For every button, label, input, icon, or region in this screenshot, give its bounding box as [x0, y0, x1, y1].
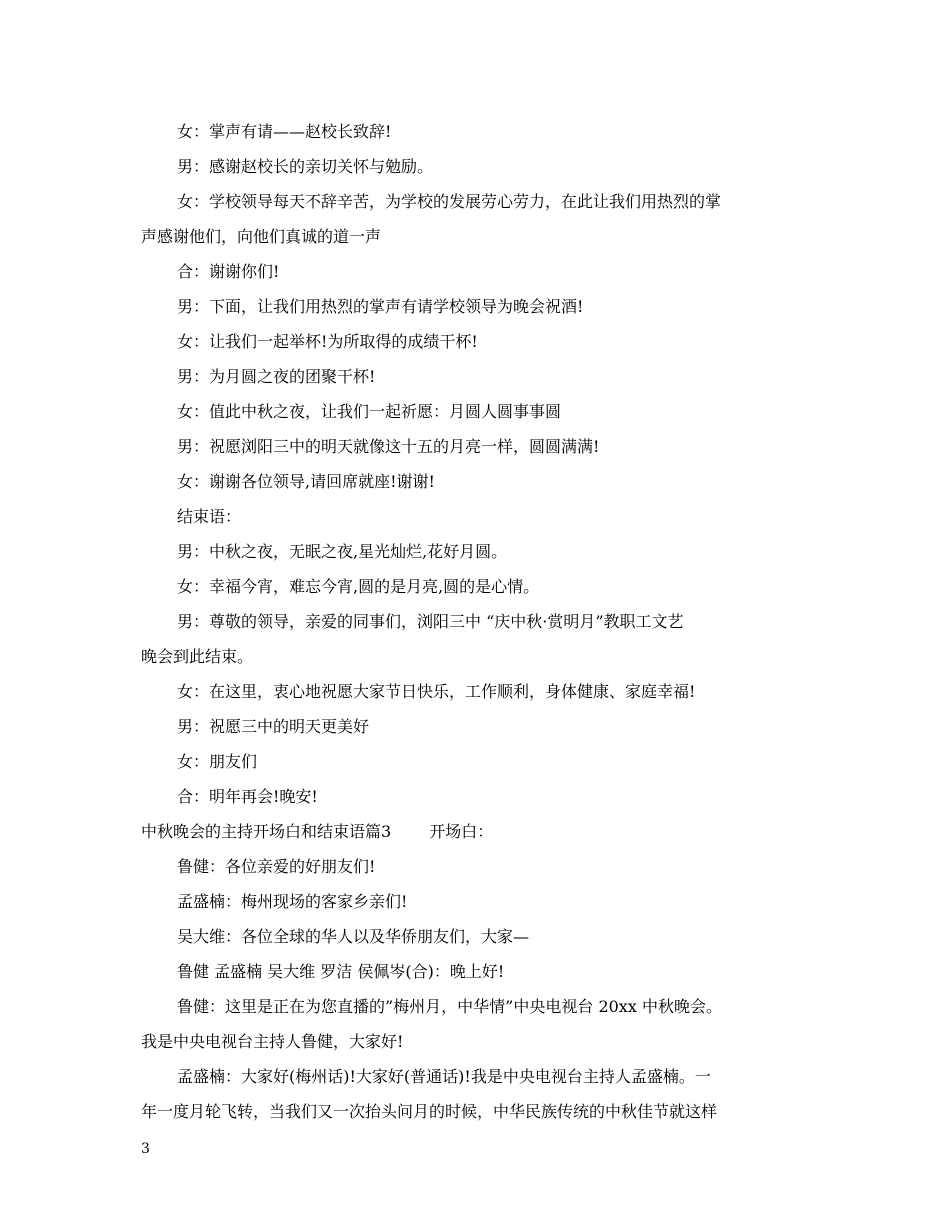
text-line: 女：朋友们 [177, 752, 258, 771]
text-line: 男：中秋之夜，无眠之夜,星光灿烂,花好月圆。 [177, 542, 508, 561]
text-line: 男：下面，让我们用热烈的掌声有请学校领导为晚会祝酒! [177, 297, 584, 316]
text-line: 女：让我们一起举杯!为所取得的成绩干杯! [177, 332, 478, 351]
script-lines-part-2 [141, 849, 821, 1129]
text-line: 鲁健 孟盛楠 吴大维 罗洁 侯佩岑(合)：晚上好! [177, 962, 505, 981]
text-line: 鲁健：各位亲爱的好朋友们! [177, 857, 376, 876]
section-title: 中秋晚会的主持开场白和结束语篇3 [141, 822, 392, 841]
text-line: 男：感谢赵校长的亲切关怀与勉励。 [177, 157, 434, 176]
text-line: 年一度月轮飞转，当我们又一次抬头问月的时候，中华民族传统的中秋佳节就这样 [141, 1102, 718, 1121]
script-lines-part-1 [141, 114, 821, 814]
text-line: 声感谢他们，向他们真诚的道一声 [141, 227, 382, 246]
text-line: 孟盛楠：大家好(梅州话)!大家好(普通话)!我是中央电视台主持人孟盛楠。一 [177, 1067, 711, 1086]
text-line: 晚会到此结束。 [141, 647, 254, 666]
text-line: 吴大维：各位全球的华人以及华侨朋友们，大家— [177, 927, 530, 946]
text-line: 女：幸福今宵，难忘今宵,圆的是月亮,圆的是心情。 [177, 577, 540, 596]
section-subtitle: 开场白： [429, 822, 494, 841]
page-number: 3 [141, 1141, 150, 1157]
document-body [141, 114, 821, 1129]
text-line: 男：为月圆之夜的团聚干杯! [177, 367, 376, 386]
text-line: 孟盛楠：梅州现场的客家乡亲们! [177, 892, 408, 911]
text-line: 鲁健：这里是正在为您直播的”梅州月，中华情”中央电视台 20xx 中秋晚会。 [177, 997, 722, 1016]
text-line: 男：尊敬的领导，亲爱的同事们，浏阳三中 “庆中秋·赏明月”教职工文艺 [177, 612, 684, 631]
text-line: 男：祝愿三中的明天更美好 [177, 717, 370, 736]
text-line: 女：学校领导每天不辞辛苦，为学校的发展劳心劳力，在此让我们用热烈的掌 [177, 192, 722, 211]
text-line: 女：值此中秋之夜，让我们一起祈愿：月圆人圆事事圆 [177, 402, 562, 421]
text-line: 合：明年再会!晚安! [177, 787, 318, 806]
text-line: 女：掌声有请——赵校长致辞! [177, 122, 392, 141]
text-line: 男：祝愿浏阳三中的明天就像这十五的月亮一样，圆圆满满! [177, 437, 600, 456]
text-line: 合：谢谢你们! [177, 262, 280, 281]
text-line: 女：谢谢各位领导,请回席就座!谢谢! [177, 472, 435, 491]
text-line: 结束语： [177, 507, 242, 526]
text-line: 女：在这里，衷心地祝愿大家节日快乐，工作顺利，身体健康、家庭幸福! [177, 682, 696, 701]
text-line: 我是中央电视台主持人鲁健，大家好! [141, 1032, 404, 1051]
section-heading [141, 814, 821, 849]
